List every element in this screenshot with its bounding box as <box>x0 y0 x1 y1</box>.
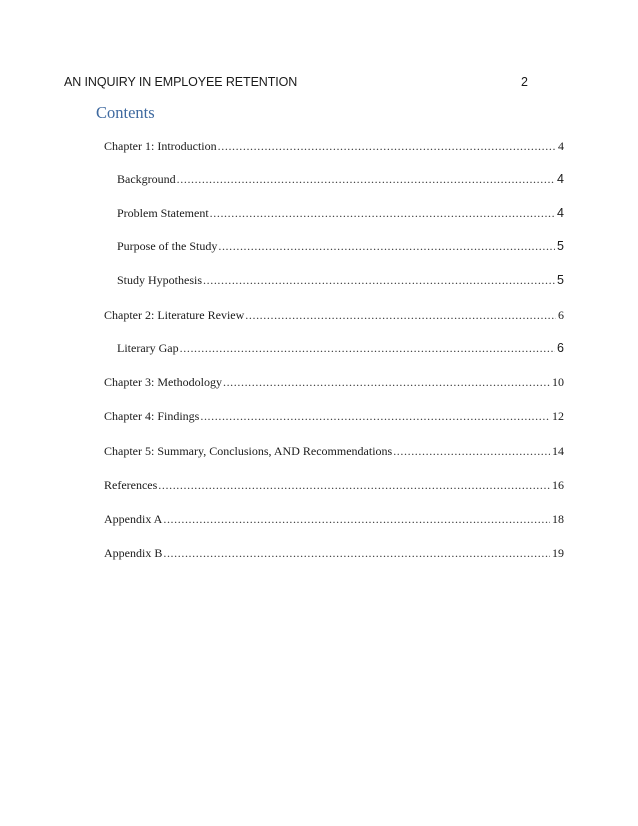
toc-entry-label: References <box>104 478 158 492</box>
toc-entry-label: Chapter 5: Summary, Conclusions, AND Recommendations <box>104 444 393 458</box>
toc-entry-label: Appendix A <box>104 512 163 526</box>
toc-entry-label: Chapter 4: Findings <box>104 409 200 423</box>
toc-dot-leader <box>223 374 550 390</box>
toc-entry-references[interactable] <box>104 477 564 493</box>
running-head: AN INQUIRY IN EMPLOYEE RETENTION <box>64 75 298 89</box>
toc-dot-leader <box>245 307 556 323</box>
toc-entry-label: Purpose of the Study <box>117 239 218 253</box>
toc-dot-leader <box>163 511 550 527</box>
toc-entry-page: 18 <box>552 512 564 526</box>
toc-entry-page: 5 <box>557 239 564 253</box>
toc-entry-label: Chapter 2: Literature Review <box>104 308 245 322</box>
toc-entry-chapter-1[interactable] <box>104 138 564 154</box>
toc-entry-page: 10 <box>552 375 564 389</box>
toc-dot-leader <box>218 138 556 154</box>
toc-entry-problem-statement[interactable] <box>117 205 564 221</box>
toc-entry-chapter-2[interactable] <box>104 307 564 323</box>
toc-entry-page: 12 <box>552 409 564 423</box>
toc-entry-label: Chapter 1: Introduction <box>104 139 217 153</box>
toc-entry-study-hypothesis[interactable] <box>117 272 564 288</box>
toc-dot-leader <box>200 408 550 424</box>
toc-entry-page: 6 <box>558 308 564 322</box>
toc-dot-leader <box>210 205 555 221</box>
toc-dot-leader <box>163 545 550 561</box>
toc-entry-label: Chapter 3: Methodology <box>104 375 222 389</box>
toc-dot-leader <box>158 477 550 493</box>
toc-entry-chapter-4[interactable] <box>104 408 564 424</box>
toc-dot-leader <box>393 443 550 459</box>
toc-entry-label: Appendix B <box>104 546 163 560</box>
toc-entry-appendix-a[interactable] <box>104 511 564 527</box>
toc-entry-chapter-5[interactable] <box>104 443 564 459</box>
toc-entry-page: 4 <box>557 206 564 220</box>
toc-entry-chapter-3[interactable] <box>104 374 564 390</box>
toc-entry-purpose-of-study[interactable] <box>117 238 564 254</box>
toc-dot-leader <box>203 272 555 288</box>
toc-entry-label: Background <box>117 172 176 186</box>
toc-entry-page: 19 <box>552 546 564 560</box>
toc-entry-page: 16 <box>552 478 564 492</box>
toc-entry-literary-gap[interactable] <box>117 340 564 356</box>
toc-entry-page: 14 <box>552 444 564 458</box>
toc-entry-page: 4 <box>557 172 564 186</box>
toc-entry-page: 5 <box>557 273 564 287</box>
toc-entry-page: 6 <box>557 341 564 355</box>
toc-entry-page: 4 <box>558 139 564 153</box>
toc-entry-appendix-b[interactable] <box>104 545 564 561</box>
toc-entry-label: Problem Statement <box>117 206 209 220</box>
toc-entry-background[interactable] <box>117 171 564 187</box>
toc-dot-leader <box>177 171 555 187</box>
page-number: 2 <box>521 75 528 89</box>
toc-dot-leader <box>180 340 555 356</box>
toc-entry-label: Literary Gap <box>117 341 179 355</box>
toc-title: Contents <box>96 103 155 122</box>
toc-dot-leader <box>218 238 555 254</box>
toc-entry-label: Study Hypothesis <box>117 273 203 287</box>
